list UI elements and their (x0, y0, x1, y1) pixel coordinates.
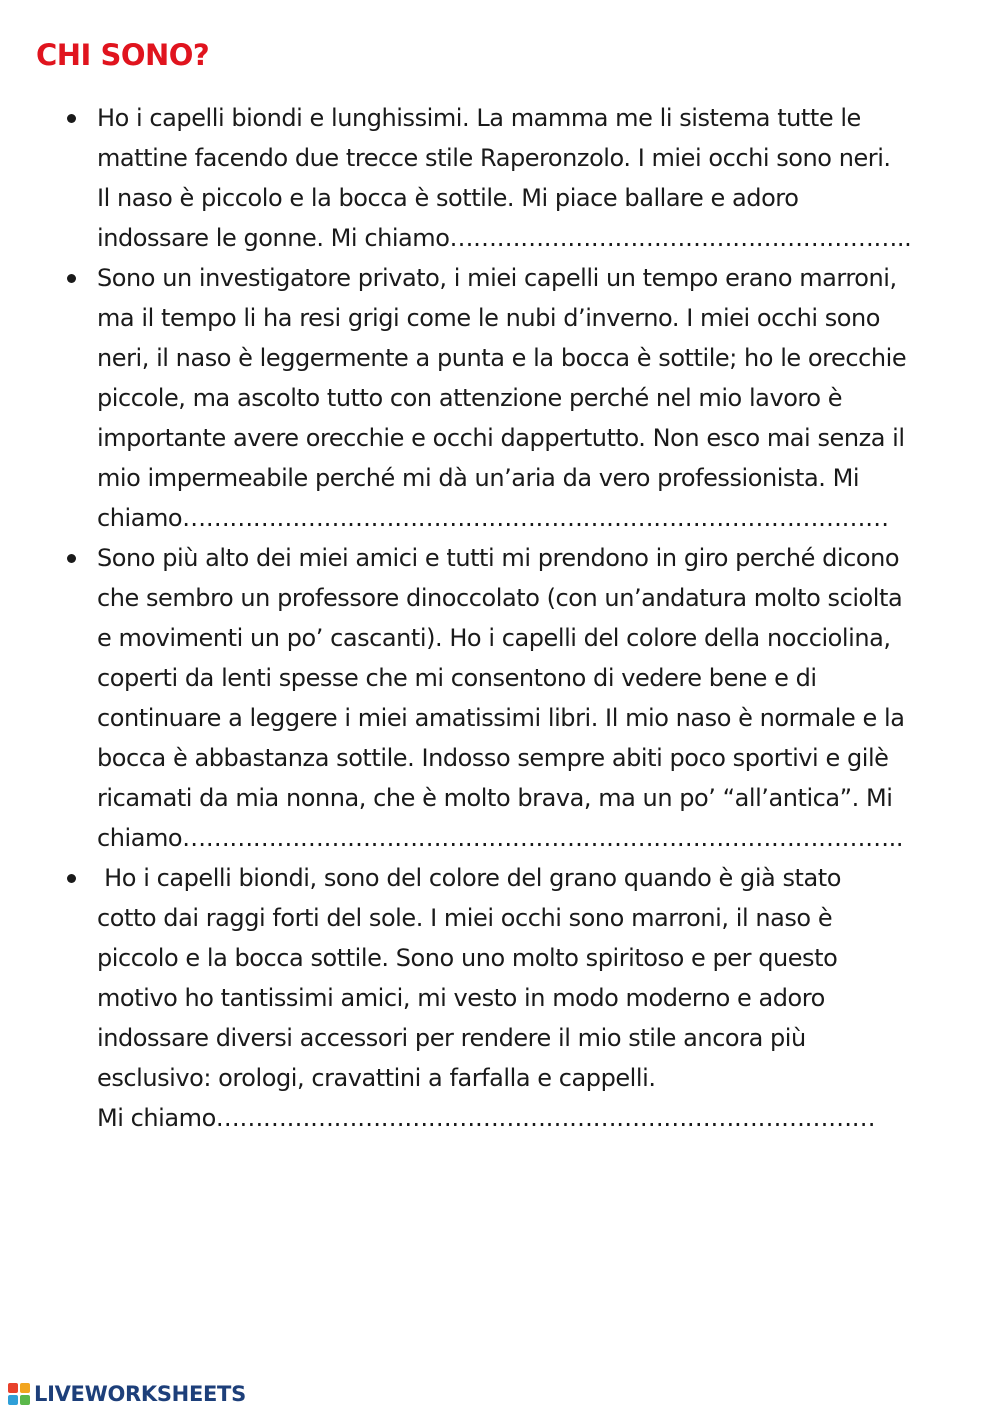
riddle-text (97, 258, 957, 538)
brand-name: LIVEWORKSHEETS (34, 1382, 246, 1406)
riddle-item (0, 538, 1000, 858)
liveworksheets-logo[interactable] (8, 1382, 246, 1406)
riddle-line: bocca è abbastanza sottile. Indosso sempre abiti poco sportivi e gilè (97, 744, 889, 772)
logo-square-icon (20, 1395, 30, 1405)
riddle-line: mattine facendo due trecce stile Raperonzolo. I miei occhi sono neri. (97, 144, 891, 172)
logo-square-icon (8, 1395, 18, 1405)
riddle-line: che sembro un professore dinoccolato (con un’andatura molto sciolta (97, 584, 903, 612)
riddle-line: indossare diversi accessori per rendere il mio stile ancora più (97, 1024, 806, 1052)
riddle-line: Ho i capelli biondi, sono del colore del grano quando è già stato (97, 864, 841, 892)
riddle-line: Ho i capelli biondi e lunghissimi. La mamma me li sistema tutte le (97, 104, 861, 132)
riddle-text (97, 538, 957, 858)
riddle-line: Il naso è piccolo e la bocca è sottile. Mi piace ballare e adoro (97, 184, 799, 212)
bullet-icon (67, 554, 76, 563)
riddle-line: motivo ho tantissimi amici, mi vesto in modo moderno e adoro (97, 984, 825, 1012)
riddle-line: piccolo e la bocca sottile. Sono uno molto spiritoso e per questo (97, 944, 838, 972)
riddle-list (0, 98, 1000, 1138)
page-title: CHI SONO? (36, 38, 210, 72)
riddle-line: cotto dai raggi forti del sole. I miei occhi sono marroni, il naso è (97, 904, 833, 932)
riddle-line: Sono un investigatore privato, i miei capelli un tempo erano marroni, (97, 264, 897, 292)
answer-blank[interactable]: indossare le gonne. Mi chiamo………………………………………………….. (97, 224, 912, 252)
bullet-icon (67, 874, 76, 883)
logo-square-icon (8, 1383, 18, 1393)
bullet-icon (67, 274, 76, 283)
riddle-line: coperti da lenti spesse che mi consentono di vedere bene e di (97, 664, 817, 692)
riddle-line: ma il tempo li ha resi grigi come le nubi d’inverno. I miei occhi sono (97, 304, 881, 332)
answer-blank[interactable]: Mi chiamo………………………………………………………………………… (97, 1104, 876, 1132)
riddle-line: neri, il naso è leggermente a punta e la bocca è sottile; ho le orecchie (97, 344, 907, 372)
logo-square-icon (20, 1383, 30, 1393)
answer-blank[interactable]: chiamo……………………………………………………………………………….. (97, 824, 904, 852)
logo-icon (8, 1383, 30, 1405)
riddle-text (97, 858, 957, 1138)
riddle-line: e movimenti un po’ cascanti). Ho i capelli del colore della nocciolina, (97, 624, 891, 652)
riddle-line: esclusivo: orologi, cravattini a farfalla e cappelli. (97, 1064, 656, 1092)
riddle-line: importante avere orecchie e occhi dappertutto. Non esco mai senza il (97, 424, 905, 452)
riddle-item (0, 258, 1000, 538)
riddle-line: continuare a leggere i miei amatissimi libri. Il mio naso è normale e la (97, 704, 905, 732)
riddle-line: Sono più alto dei miei amici e tutti mi prendono in giro perché dicono (97, 544, 900, 572)
answer-blank[interactable]: chiamo……………………………………………………………………………… (97, 504, 889, 532)
riddle-text (97, 98, 957, 258)
bullet-icon (67, 114, 76, 123)
riddle-line: mio impermeabile perché mi dà un’aria da vero professionista. Mi (97, 464, 860, 492)
riddle-line: ricamati da mia nonna, che è molto brava, ma un po’ “all’antica”. Mi (97, 784, 893, 812)
riddle-line: piccole, ma ascolto tutto con attenzione perché nel mio lavoro è (97, 384, 843, 412)
riddle-item (0, 858, 1000, 1138)
riddle-item (0, 98, 1000, 258)
